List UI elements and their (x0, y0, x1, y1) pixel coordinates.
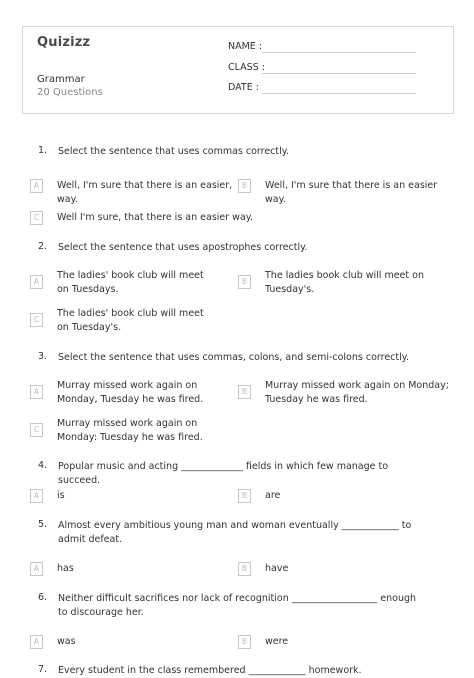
option-letter-box: B (238, 562, 251, 576)
option-letter-box: A (30, 635, 43, 649)
option-text: were (265, 636, 289, 647)
option-text: are (265, 490, 281, 501)
question-number: 6. (38, 592, 48, 603)
class-field[interactable] (262, 73, 416, 74)
date-label: DATE : (228, 82, 259, 93)
option-letter-box: C (30, 211, 43, 225)
question-text: Popular music and acting _____________ fields in which few manage to succeed. (58, 461, 389, 486)
option-letter-box: A (30, 562, 43, 576)
option-text: has (57, 563, 74, 574)
question-count: 20 Questions (37, 87, 103, 98)
option-text: Murray missed work again on Monday, Tuesday he was fired. (57, 380, 204, 405)
subject-title: Grammar (37, 74, 85, 85)
name-field[interactable] (262, 52, 416, 53)
question-text: Select the sentence that uses commas correctly. (58, 146, 290, 157)
option-text: Well, I'm sure that there is an easier, way. (57, 180, 233, 205)
question-number: 7. (38, 664, 48, 675)
option-letter-box: B (238, 275, 251, 289)
option-letter-box: C (30, 423, 43, 437)
quizizz-logo: Quizizz (37, 35, 91, 50)
option-text: have (265, 563, 289, 574)
class-label: CLASS : (228, 62, 265, 73)
question-text: Select the sentence that uses apostrophes correctly. (58, 242, 308, 253)
option-letter-box: A (30, 179, 43, 193)
option-letter-box: A (30, 275, 43, 289)
option-text: Murray missed work again on Monday: Tuesday he was fired. (57, 418, 203, 443)
option-letter-box: C (30, 313, 43, 327)
question-text: Neither difficult sacrifices nor lack of recognition __________________ enough to discourage her. (58, 593, 417, 618)
date-field[interactable] (262, 93, 416, 94)
option-text: The ladies book club will meet on Tuesday's. (265, 270, 424, 295)
question-number: 3. (38, 351, 48, 362)
option-letter-box: B (238, 489, 251, 503)
name-label: NAME : (228, 41, 263, 52)
question-text: Every student in the class remembered ____________ homework. (58, 665, 362, 676)
question-number: 5. (38, 519, 48, 530)
option-text: Murray missed work again on Monday; Tuesday he was fired. (265, 380, 449, 405)
question-text: Almost every ambitious young man and woman eventually ____________ to admit defeat. (58, 520, 412, 545)
question-number: 2. (38, 241, 48, 252)
option-letter-box: B (238, 635, 251, 649)
option-letter-box: B (238, 179, 251, 193)
question-text: Select the sentence that uses commas, colons, and semi-colons correctly. (58, 352, 410, 363)
option-letter-box: B (238, 385, 251, 399)
option-letter-box: A (30, 489, 43, 503)
option-text: Well, I'm sure that there is an easier way. (265, 180, 438, 205)
option-text: was (57, 636, 76, 647)
question-number: 4. (38, 460, 48, 471)
option-text: is (57, 490, 65, 501)
question-number: 1. (38, 145, 48, 156)
option-text: Well I'm sure, that there is an easier way. (57, 212, 254, 223)
option-text: The ladies' book club will meet on Tuesday's. (57, 308, 204, 333)
option-text: The ladies' book club will meet on Tuesdays. (57, 270, 204, 295)
option-letter-box: A (30, 385, 43, 399)
